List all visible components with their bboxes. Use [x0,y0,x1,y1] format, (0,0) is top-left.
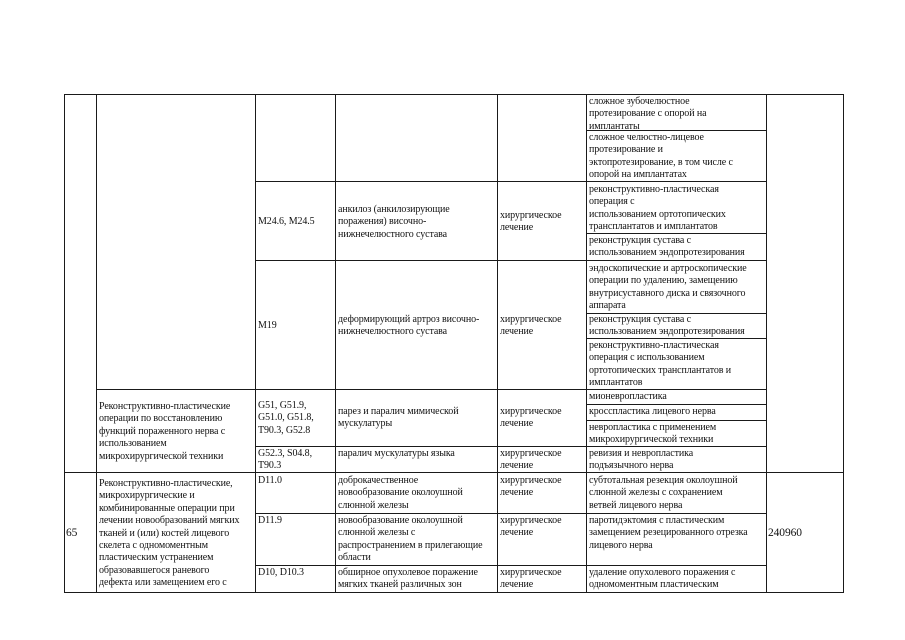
method-text: эндоскопические и артроскопические операции по удалению, замещению внутрисуставного диска и связочного аппарата [589,263,747,312]
col-border [586,94,587,593]
treatment-type: хирургическое лечение [500,475,562,499]
icd-codes: D10, D10.3 [258,567,304,578]
icd-codes: M24.6, M24.5 [258,216,315,227]
method-text: реконструкция сустава с использованием эндопротезирования [589,235,745,259]
diagnosis-text: новообразование околоушной слюнной железы с распространением в прилегающие области [338,515,483,564]
treatment-type: хирургическое лечение [500,406,562,430]
treatment-type: хирургическое лечение [500,210,562,234]
table-bottom-border [64,592,844,593]
method-text: невропластика с применением микрохирургической техники [589,422,717,446]
col-border [96,94,97,593]
diagnosis-text: парез и паралич мимической мускулатуры [338,406,459,430]
treatment-type: хирургическое лечение [500,448,562,472]
procedure-title: Реконструктивно-пластические операции по восстановлению функций пораженного нерва с использованием микрохирургической техники [99,401,231,462]
procedure-title: Реконструктивно-пластические, микрохирургические и комбинированные операции при лечении новообразований мягких тканей и (или) костей лицевого скелета с одномоментным пластическим устранением образовавшегося раневого дефекта или замещением его с [99,478,240,589]
method-text: ревизия и невропластика подъязычного нерва [589,448,694,472]
method-text: мионевропластика [589,391,667,402]
method-text: реконструктивно-пластическая операция с использованием ортотопических трансплантатов и имплантатов [589,184,726,233]
treatment-type: хирургическое лечение [500,314,562,338]
icd-codes: D11.0 [258,475,282,486]
row-number: 65 [66,527,78,539]
treatment-type: хирургическое лечение [500,567,562,591]
icd-codes: G52.3, S04.8, T90.3 [258,448,312,472]
col-border [497,94,498,593]
icd-codes: G51, G51.9, G51.0, G51.8, T90.3, G52.8 [258,400,314,436]
table-top-border [64,94,844,95]
row-divider [255,513,766,514]
col-border [64,94,65,593]
icd-codes: M19 [258,320,277,331]
icd-codes: D11.9 [258,515,282,526]
col-border [766,94,767,593]
method-text: сложное зубочелюстное протезирование с опорой на имплантаты [589,96,707,132]
diagnosis-text: паралич мускулатуры языка [338,448,455,459]
method-text: субтотальная резекция околоушной слюнной железы с сохранением ветвей лицевого нерва [589,475,738,511]
diagnosis-text: деформирующий артроз височно- нижнечелюстного сустава [338,314,480,338]
method-text: сложное челюстно-лицевое протезирование и эктопротезирование, в том числе с опорой на имплантатах [589,132,733,181]
treatment-type: хирургическое лечение [500,515,562,539]
col-border [255,94,256,593]
row-divider [255,565,766,566]
row-divider [586,420,766,421]
diagnosis-text: доброкачественное новообразование околоушной слюнной железы [338,475,463,511]
method-text: реконструктивно-пластическая операция с использованием ортотопических трансплантатов и имплантатов [589,340,732,389]
method-text: реконструкция сустава с использованием эндопротезирования [589,314,745,338]
row-divider [586,404,766,405]
method-text: паротидэктомия с пластическим замещением резецированного отрезка лицевого нерва [589,515,748,551]
row-divider [255,260,766,261]
diagnosis-text: обширное опухолевое поражение мягких тканей различных зон [338,567,478,591]
col-border [843,94,844,593]
quota-value: 240960 [768,527,802,539]
block-divider [64,472,844,473]
col-border [335,94,336,593]
method-text: кросспластика лицевого нерва [589,406,716,417]
diagnosis-text: анкилоз (анкилозирующие поражения) височно- нижнечелюстного сустава [338,204,450,240]
method-text: удаление опухолевого поражения с одномоментным пластическим [589,567,736,591]
